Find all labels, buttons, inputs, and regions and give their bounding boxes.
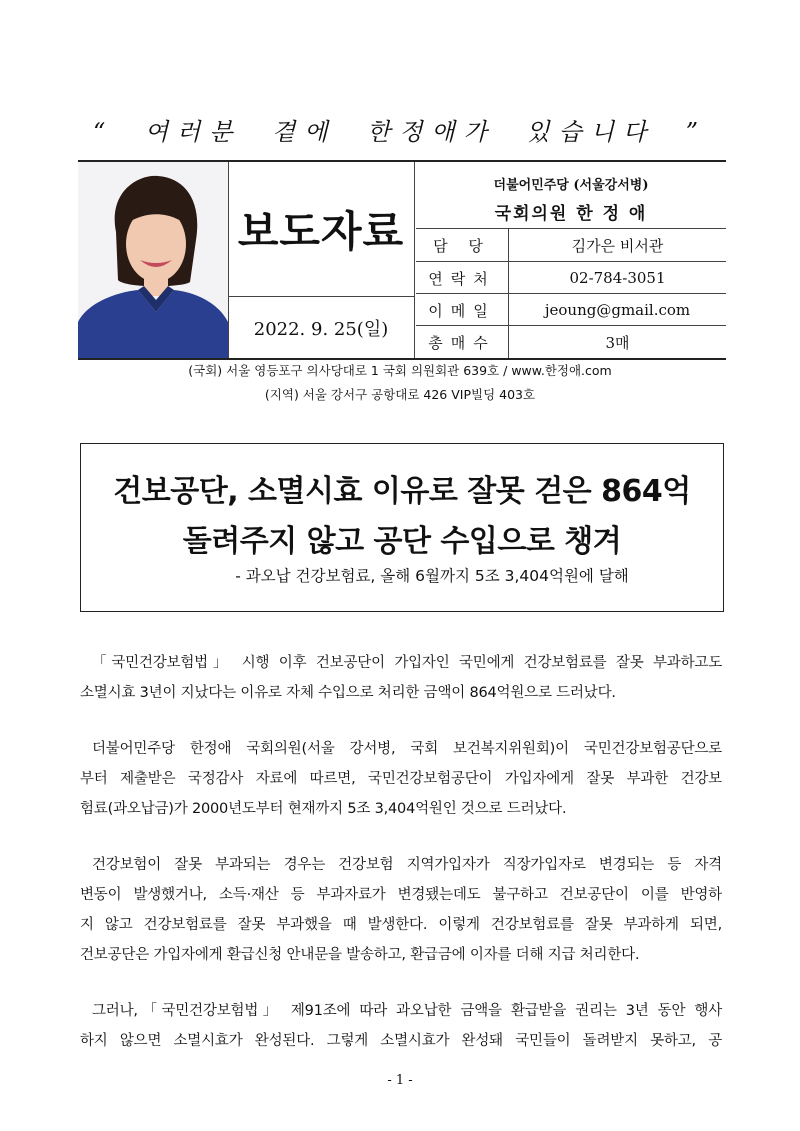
subheadline: - 과오납 건강보험료, 올해 6월까지 5조 3,404억원에 달해 bbox=[235, 567, 629, 585]
assembly-address: (국회) 서울 영등포구 의사당대로 1 국회 의원회관 639호 / www.한정애.com bbox=[188, 363, 612, 378]
paragraph-line: 소멸시효 3년이 지났다는 이유로 자체 수입으로 처리한 금액이 864억원으로 드러났다. bbox=[80, 685, 616, 701]
local-address: (지역) 서울 강서구 공항대로 426 VIP빌딩 403호 bbox=[264, 387, 536, 402]
paragraph-line: 변동이 발생했거나, 소득·재산 등 부과자료가 변경됐는데도 불구하고 건보공단이 이를 반영하 bbox=[80, 887, 722, 903]
member-info bbox=[416, 162, 726, 229]
member-photo bbox=[78, 162, 228, 358]
body-paragraph bbox=[80, 850, 722, 970]
body-paragraph bbox=[80, 996, 722, 1056]
portrait-image bbox=[78, 162, 228, 358]
contact-row bbox=[416, 325, 726, 357]
contact-key: 연락처 bbox=[416, 262, 509, 294]
contact-row bbox=[416, 293, 726, 326]
divider bbox=[414, 162, 415, 358]
contact-value: 02-784-3051 bbox=[569, 269, 666, 287]
press-header-table bbox=[78, 160, 726, 360]
slogan: “ 여러분 곁에 한정애가 있습니다 ” bbox=[92, 118, 708, 146]
contact-key: 이메일 bbox=[416, 294, 509, 326]
contact-value: 3매 bbox=[605, 333, 630, 352]
paragraph-line: 건강보험이 잘못 부과되는 경우는 건강보험 지역가입자가 직장가입자로 변경되는 등 자격 bbox=[92, 857, 722, 873]
paragraph-line: 건보공단은 가입자에게 환급신청 안내문을 발송하고, 환급금에 이자를 더해 지급 처리한다. bbox=[80, 947, 640, 963]
headline-line-1: 건보공단, 소멸시효 이유로 잘못 걷은 864억 bbox=[113, 474, 691, 509]
contact-value: jeoung@gmail.com bbox=[544, 301, 691, 319]
contact-value: 김가은 비서관 bbox=[571, 236, 664, 255]
contact-key: 총매수 bbox=[416, 326, 509, 358]
body-paragraph bbox=[80, 648, 722, 708]
paragraph-line: 험료(과오납금)가 2000년도부터 현재까지 5조 3,404억원인 것으로 드러났다. bbox=[80, 801, 567, 817]
contact-row bbox=[416, 261, 726, 294]
contact-key: 담 당 bbox=[416, 229, 509, 261]
paragraph-line: 그러나,「국민건강보험법」 제91조에 따라 과오납한 금액을 환급받을 권리는 3년 동안 행사 bbox=[92, 1003, 722, 1019]
paragraph-line: 더불어민주당 한정애 국회의원(서울 강서병, 국회 보건복지위원회)이 국민건강보험공단으로 bbox=[92, 741, 722, 757]
page-number: - 1 - bbox=[387, 1073, 413, 1088]
member-name: 국회의원 한 정 애 bbox=[494, 204, 648, 224]
doc-type-title: 보도자료 bbox=[237, 207, 405, 256]
contact-row bbox=[416, 229, 726, 261]
paragraph-line: 하지 않으면 소멸시효가 완성된다. 그렇게 소멸시효가 완성돼 국민들이 돌려받지 못하고, 공 bbox=[80, 1033, 722, 1049]
release-date: 2022. 9. 25(일) bbox=[228, 296, 414, 359]
party-name: 더불어민주당 (서울강서병) bbox=[493, 178, 649, 193]
headline-box bbox=[80, 443, 724, 612]
paragraph-line: 「국민건강보험법」 시행 이후 건보공단이 가입자인 국민에게 건강보험료를 잘못 부과하고도 bbox=[92, 655, 722, 671]
paragraph-line: 부터 제출받은 국정감사 자료에 따르면, 국민건강보험공단이 가입자에게 잘못 부과한 건강보 bbox=[80, 771, 722, 787]
headline-line-2: 돌려주지 않고 공단 수입으로 챙겨 bbox=[182, 524, 622, 559]
paragraph-line: 지 않고 건강보험료를 잘못 부과했을 때 발생한다. 이렇게 건강보험료를 잘못 부과하게 되면, bbox=[80, 917, 722, 933]
body-paragraph bbox=[80, 734, 722, 824]
